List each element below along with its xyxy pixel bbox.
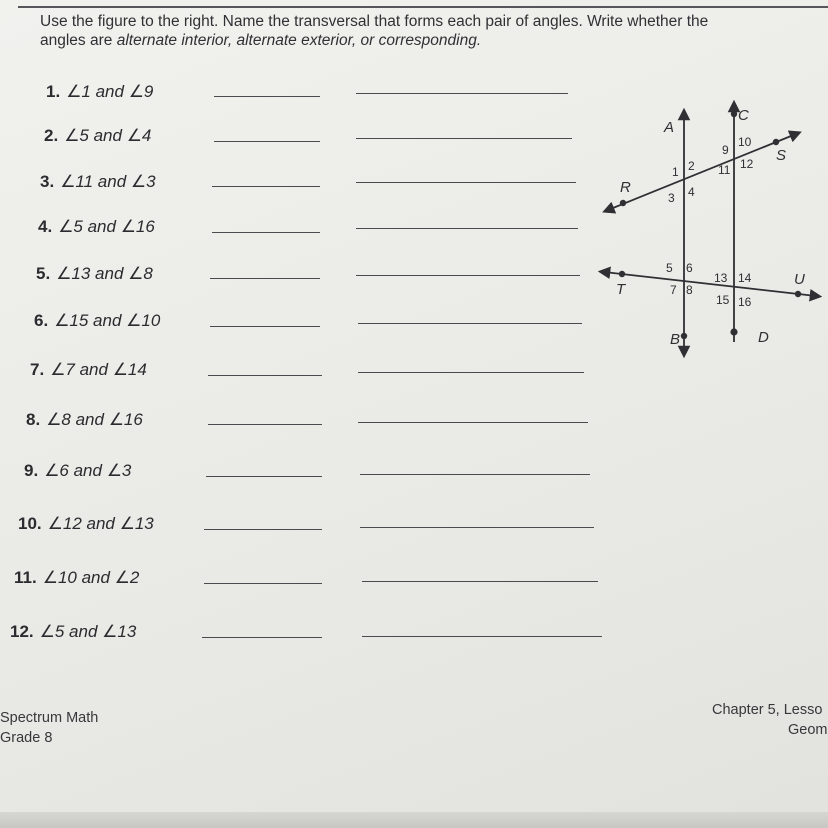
angle-type-blank-5[interactable] [356,275,580,276]
instructions-line-2-italic: alternate interior, alternate exterior, or corresponding. [116,32,482,49]
problem-10 [18,514,154,538]
footer-right [712,700,828,740]
problem-12 [10,622,136,646]
transversal-blank-7[interactable] [208,375,322,376]
label-s: S [776,147,787,164]
angle-1: 1 [672,165,679,179]
instructions [40,12,810,50]
angle-2: 2 [688,159,695,173]
problem-angles: ∠10 and ∠2 [42,568,140,587]
instructions-line-2 [40,31,810,50]
angle-9: 9 [722,143,729,157]
problem-number: 6. [34,311,49,330]
line-tu [604,272,816,296]
problem-3 [40,172,156,196]
problem-angles: ∠11 and ∠3 [60,172,156,191]
problem-1 [46,82,153,106]
transversal-blank-2[interactable] [214,141,320,142]
problem-number: 8. [26,410,41,429]
transversal-figure [598,96,824,366]
transversal-blank-10[interactable] [204,529,322,530]
point-c-dot [731,111,737,117]
angle-type-blank-6[interactable] [358,323,582,324]
problem-number: 5. [36,264,51,283]
footer-publisher: Spectrum Math [0,710,99,726]
problem-angles: ∠12 and ∠13 [47,514,154,533]
angle-type-blank-11[interactable] [362,581,598,582]
angle-11: 11 [718,163,731,177]
angle-type-blank-10[interactable] [360,527,594,528]
problem-number: 9. [24,461,39,480]
footer-left [0,708,98,748]
angle-4: 4 [688,185,695,199]
angle-15: 15 [716,293,730,307]
angle-3: 3 [668,191,675,205]
angle-10: 10 [738,135,752,149]
transversal-blank-1[interactable] [214,96,320,97]
label-t: T [616,281,626,298]
label-r: R [620,179,631,196]
angle-type-blank-7[interactable] [358,372,584,373]
problem-5 [36,264,153,288]
angle-type-blank-4[interactable] [356,228,578,229]
angle-type-blank-1[interactable] [356,93,568,94]
problem-4 [38,217,155,241]
label-b: B [670,331,681,348]
problem-number: 4. [38,217,53,236]
angle-type-blank-8[interactable] [358,422,588,423]
angle-13: 13 [714,271,728,285]
instructions-line-1: Use the figure to the right. Name the transversal that forms each pair of angles. Write whether the [40,13,709,30]
point-u-dot [795,291,801,297]
transversal-blank-11[interactable] [204,583,322,584]
problem-number: 12. [10,622,34,641]
point-a-dot [681,113,687,119]
problem-angles: ∠7 and ∠14 [50,360,147,379]
label-c: C [738,107,749,124]
point-t-dot [619,271,625,277]
angle-14: 14 [738,271,752,285]
angle-8: 8 [686,283,693,297]
problem-6 [34,311,160,335]
problem-angles: ∠5 and ∠16 [58,217,155,236]
problem-8 [26,410,143,434]
problem-angles: ∠8 and ∠16 [46,410,143,429]
angle-5: 5 [666,261,673,275]
transversal-blank-12[interactable] [202,637,322,638]
footer-chapter: Chapter 5, Lesso [712,702,823,718]
angle-type-blank-3[interactable] [356,182,576,183]
angle-type-blank-2[interactable] [356,138,572,139]
problem-angles: ∠13 and ∠8 [56,264,153,283]
problem-9 [24,461,131,485]
angle-type-blank-12[interactable] [362,636,602,637]
problem-angles: ∠6 and ∠3 [44,461,132,480]
problem-number: 10. [18,514,42,533]
page-bottom-edge [0,812,828,828]
problem-7 [30,360,147,384]
transversal-blank-4[interactable] [212,232,320,233]
problem-number: 2. [44,126,59,145]
point-r-dot [620,200,626,206]
angle-16: 16 [738,295,752,309]
transversal-blank-5[interactable] [210,278,320,279]
problem-11 [14,568,139,592]
label-d: D [758,329,769,346]
problem-number: 7. [30,360,45,379]
problem-number: 3. [40,172,55,191]
problem-2 [44,126,151,150]
label-u: U [794,271,805,288]
transversal-blank-9[interactable] [206,476,322,477]
footer-grade: Grade 8 [0,730,53,746]
transversal-blank-8[interactable] [208,424,322,425]
point-b-dot [681,333,687,339]
point-d-dot [730,328,737,335]
point-s-dot [773,139,779,145]
problem-number: 11. [14,568,37,587]
label-a: A [664,119,675,136]
problem-angles: ∠1 and ∠9 [66,82,154,101]
problem-number: 1. [46,82,61,101]
problem-angles: ∠5 and ∠13 [39,622,137,641]
angle-7: 7 [670,283,677,297]
instructions-line-2-prefix: angles are [40,32,117,49]
line-rs [608,134,796,210]
angle-6: 6 [686,261,693,275]
footer-subject: Geom [788,722,828,738]
angle-12: 12 [740,157,754,171]
top-rule [18,6,828,8]
problem-angles: ∠15 and ∠10 [54,311,161,330]
angle-type-blank-9[interactable] [360,474,590,475]
transversal-blank-6[interactable] [210,326,320,327]
transversal-blank-3[interactable] [212,186,320,187]
problem-angles: ∠5 and ∠4 [64,126,152,145]
